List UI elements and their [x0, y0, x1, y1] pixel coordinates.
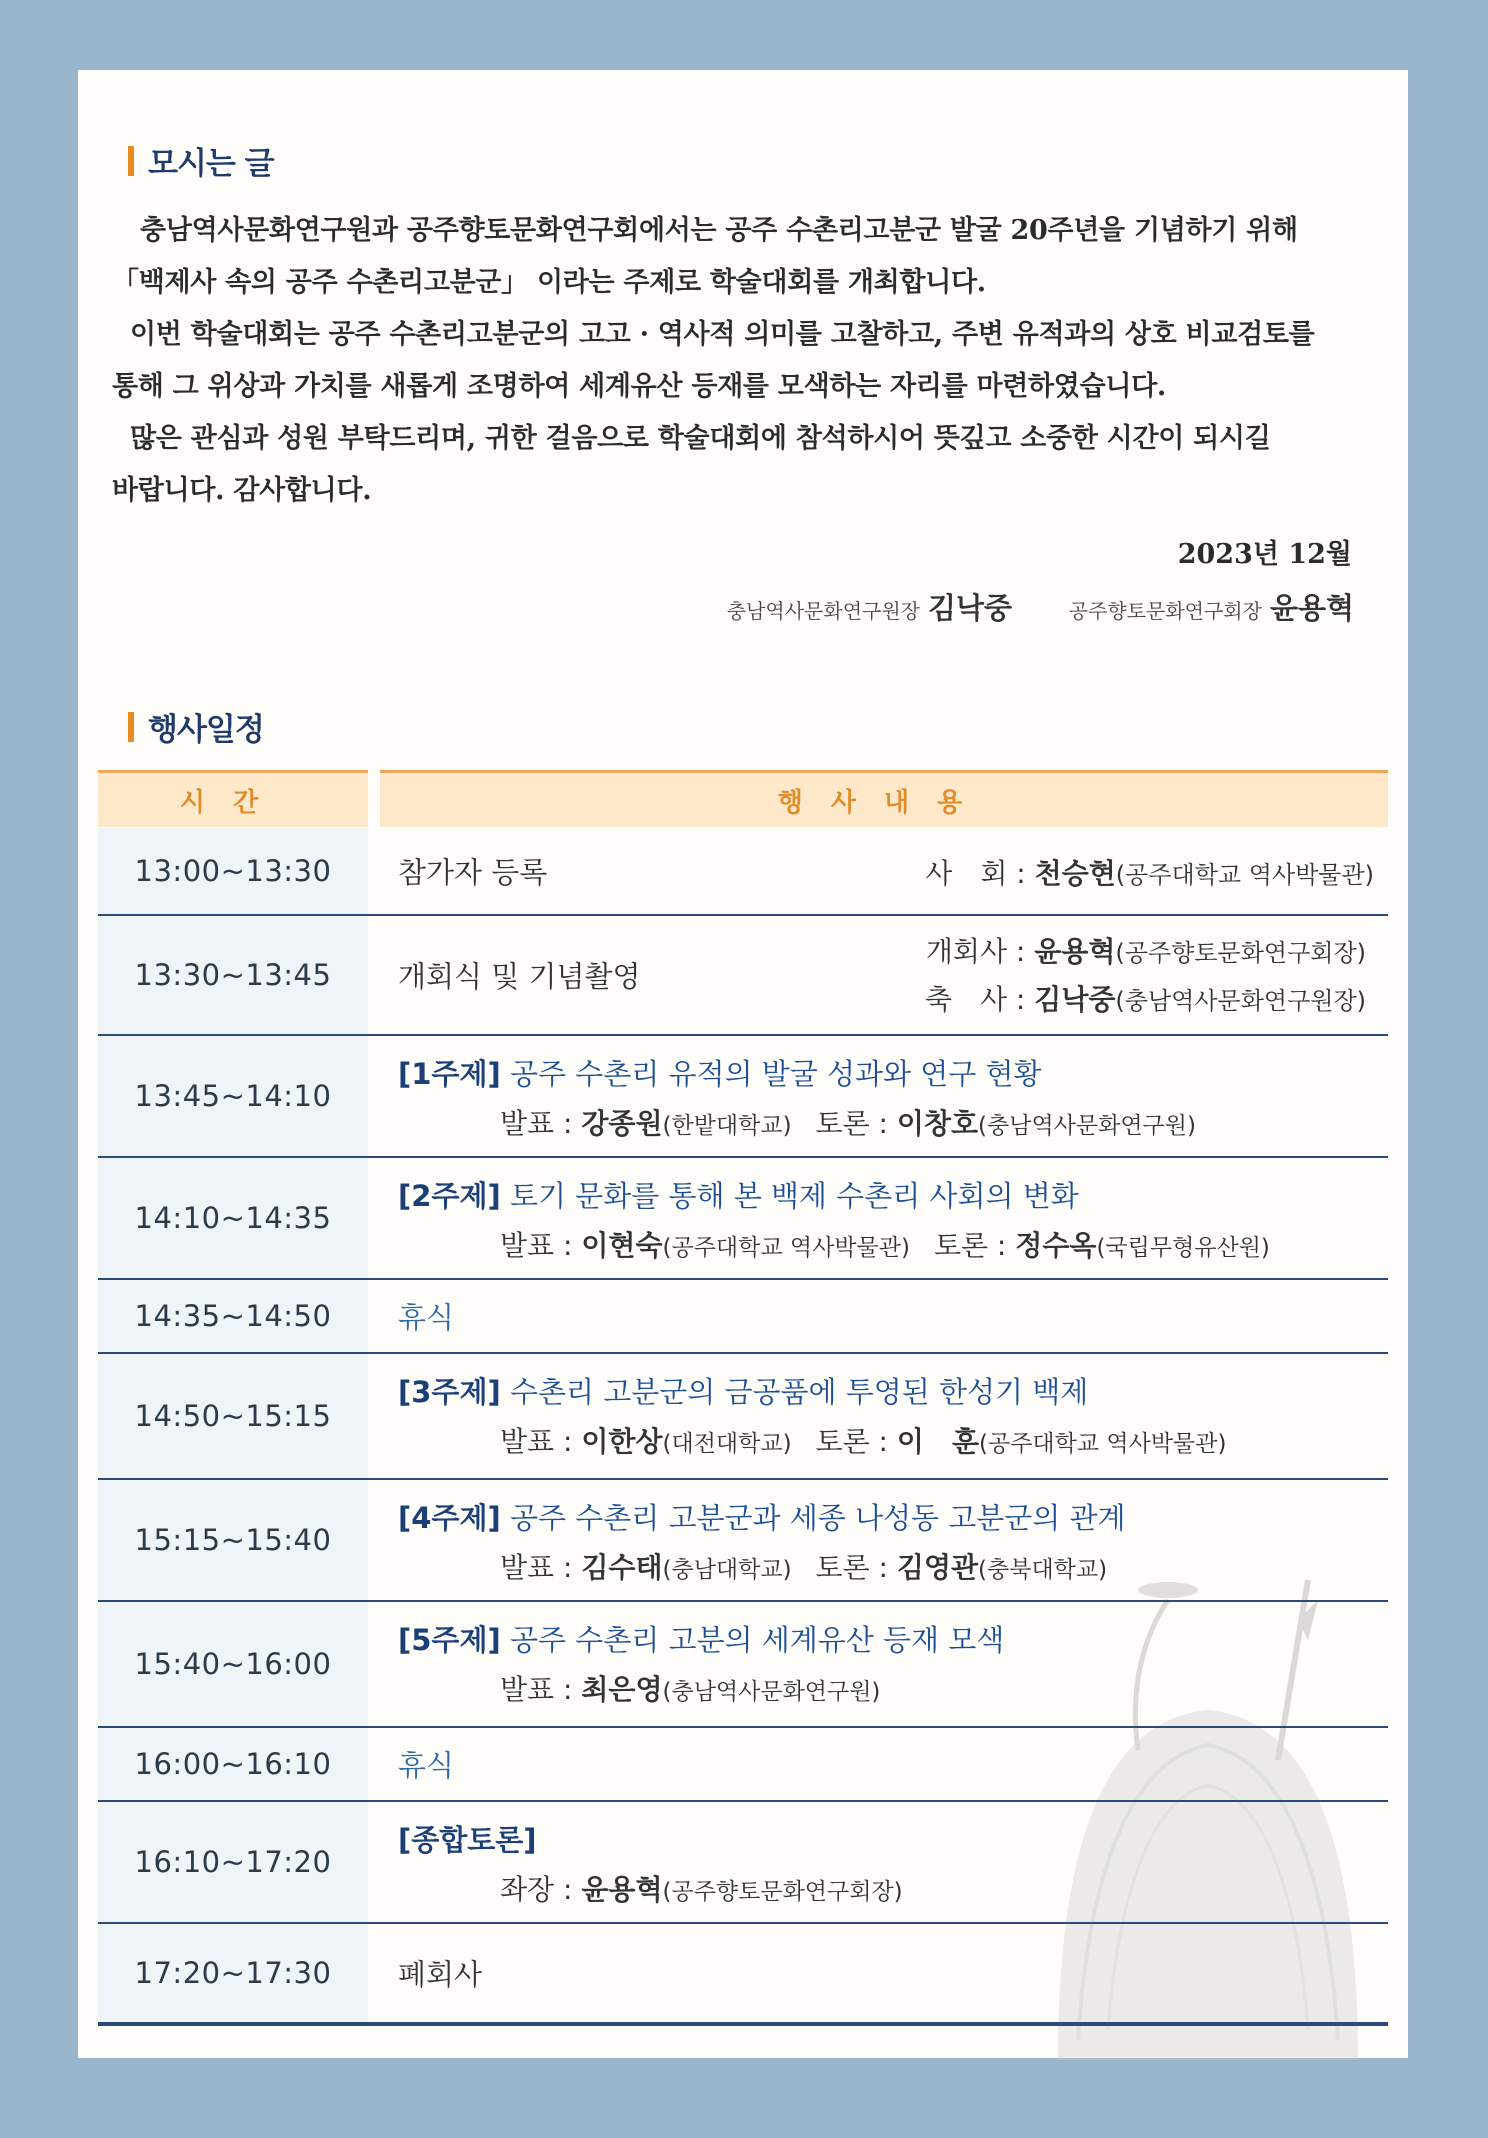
row-content: 휴식: [398, 1748, 455, 1783]
row-content: 참가자 등록: [398, 855, 548, 890]
presenters: 발표 : 김수태(충남대학교) 토론 : 김영관(충북대학교): [500, 1551, 1108, 1584]
table-row: [98, 1480, 1388, 1602]
table-row: [98, 1158, 1388, 1280]
topic-title: [1주제] 공주 수촌리 유적의 발굴 성과와 연구 현황: [398, 1057, 1042, 1091]
signer-title: 충남역사문화연구원장: [726, 599, 920, 623]
row-note: 개회사 : 윤용혁(공주향토문화연구회장): [925, 935, 1366, 968]
topic-title: [4주제] 공주 수촌리 고분군과 세종 나성동 고분군의 관계: [398, 1501, 1126, 1535]
presenters: 발표 : 강종원(한밭대학교) 토론 : 이창호(충남역사문화연구원): [500, 1107, 1196, 1140]
presenters: 좌장 : 윤용혁(공주향토문화연구회장): [500, 1873, 903, 1906]
presenters: 발표 : 이한상(대전대학교) 토론 : 이 훈(공주대학교 역사박물관): [500, 1425, 1227, 1458]
header-content: 행사내용: [380, 770, 1388, 827]
table-row: [98, 1036, 1388, 1158]
schedule-table: [98, 770, 1388, 2026]
table-row: [98, 828, 1388, 916]
topic-title: [5주제] 공주 수촌리 고분의 세계유산 등재 모색: [398, 1623, 1005, 1657]
row-time: 15:15~15:40: [98, 1480, 368, 1600]
intro-line: 「백제사 속의 공주 수촌리고분군」 이라는 주제로 학술대회를 개최합니다.: [112, 267, 986, 298]
topic-title: [종합토론]: [398, 1823, 537, 1857]
topic-title: [2주제] 토기 문화를 통해 본 백제 수촌리 사회의 변화: [398, 1179, 1079, 1213]
table-row: [98, 916, 1388, 1036]
table-row: [98, 1354, 1388, 1480]
row-content: 개회식 및 기념촬영: [398, 959, 641, 994]
table-row: [98, 1924, 1388, 2026]
row-content: 휴식: [398, 1300, 455, 1335]
row-time: 13:00~13:30: [98, 828, 368, 914]
intro-line: 많은 관심과 성원 부탁드리며, 귀한 걸음으로 학술대회에 참석하시어 뜻깊고 소중한 시간이 되시길: [130, 423, 1271, 454]
header-time: 시간: [98, 770, 368, 827]
row-time: 13:45~14:10: [98, 1036, 368, 1156]
presenters: 발표 : 최은영(충남역사문화연구원): [500, 1673, 881, 1706]
signer-name: 윤용혁: [1269, 591, 1354, 625]
table-row: [98, 1280, 1388, 1354]
signer-title: 공주향토문화연구회장: [1068, 599, 1262, 623]
intro-line: 이번 학술대회는 공주 수촌리고분군의 고고 · 역사적 의미를 고찰하고, 주변 유적과의 상호 비교검토를: [130, 319, 1315, 350]
row-time: 17:20~17:30: [98, 1924, 368, 2022]
table-row: [98, 1802, 1388, 1924]
row-time: 16:00~16:10: [98, 1728, 368, 1800]
heading-marker: [128, 146, 134, 176]
row-time: 13:30~13:45: [98, 916, 368, 1034]
intro-line: 충남역사문화연구원과 공주향토문화연구회에서는 공주 수촌리고분군 발굴 20주년을 기념하기 위해: [140, 215, 1298, 246]
topic-title: [3주제] 수촌리 고분군의 금공품에 투영된 한성기 백제: [398, 1375, 1089, 1409]
page: [78, 70, 1408, 2058]
intro-heading: [128, 138, 274, 183]
intro-line: 바랍니다. 감사합니다.: [112, 475, 372, 506]
presenters: 발표 : 이현숙(공주대학교 역사박물관) 토론 : 정수옥(국립무형유산원): [500, 1229, 1270, 1262]
schedule-heading: [128, 704, 264, 749]
heading-marker: [128, 712, 134, 742]
row-time: 16:10~17:20: [98, 1802, 368, 1922]
intro-line: 통해 그 위상과 가치를 새롭게 조명하여 세계유산 등재를 모색하는 자리를 마련하였습니다.: [112, 371, 1167, 402]
table-row: [98, 1602, 1388, 1728]
intro-date: 2023년 12월: [1177, 539, 1352, 570]
schedule-title: 행사일정: [148, 712, 264, 748]
row-note: 축 사 : 김낙중(충남역사문화연구원장): [924, 983, 1366, 1016]
intro-title: 모시는 글: [148, 146, 274, 182]
table-row: [98, 1728, 1388, 1802]
row-time: 14:10~14:35: [98, 1158, 368, 1278]
intro-text: [112, 205, 1402, 517]
schedule-header: [98, 770, 1388, 828]
signatures: [727, 586, 1354, 627]
row-time: 15:40~16:00: [98, 1602, 368, 1726]
row-note: 사 회 : 천승현(공주대학교 역사박물관): [925, 857, 1374, 890]
row-time: 14:35~14:50: [98, 1280, 368, 1352]
signer-name: 김낙중: [927, 591, 1013, 625]
row-time: 14:50~15:15: [98, 1354, 368, 1478]
row-content: 폐회사: [398, 1957, 483, 1992]
